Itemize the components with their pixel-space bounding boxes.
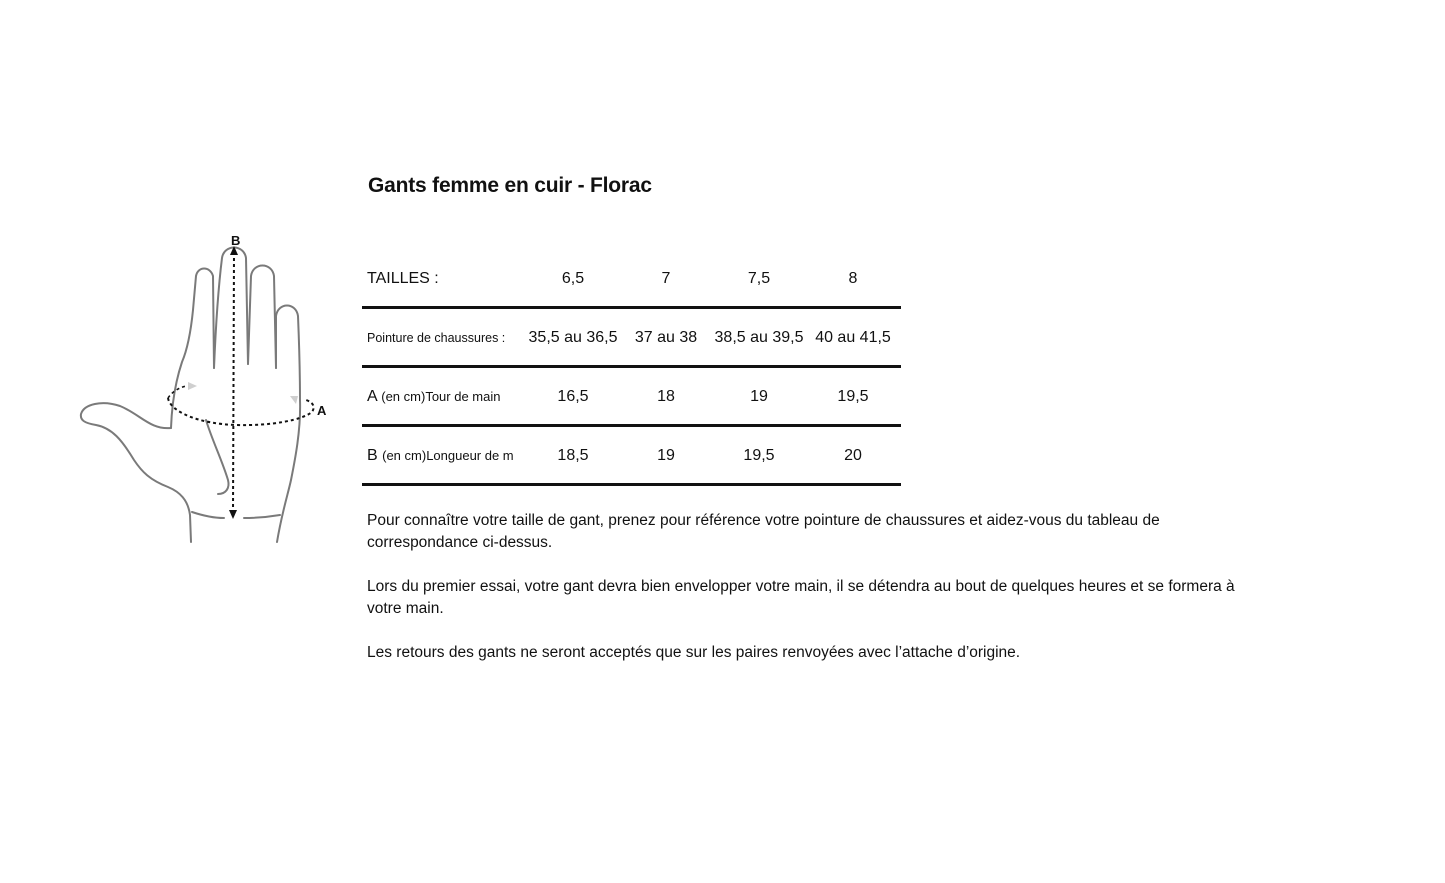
hand-diagram [70,226,340,556]
row-prefix: B [367,447,378,464]
measure-a-label: A [317,403,327,418]
note-paragraph: Lors du premier essai, votre gant devra bien envelopper votre main, il se détendra au bout de quelques heures et se formera à votre main. [367,578,1235,617]
row-label-hand-circumference [367,368,527,424]
page-title: Gants femme en cuir - Florac [368,174,652,197]
table-cell: 18,5 [557,447,589,464]
measure-a-line [168,398,314,425]
table-header-size: 7,5 [747,270,771,287]
row-unit: (en cm) [382,448,427,463]
measure-a-arrow-right [290,396,298,404]
row-label-text: Longueur de m [426,448,514,463]
table-header-label: TAILLES : [367,270,439,287]
row-label-text: Tour de main [425,389,501,404]
table-cell: 19 [657,447,675,464]
row-unit: (en cm) [381,389,426,404]
hand-outline [81,248,300,543]
note-paragraph: Pour connaître votre taille de gant, prenez pour référence votre pointure de chaussures et aidez-vous du tableau de correspondance ci-dessus. [367,512,1160,551]
table-cell: 16,5 [557,388,589,405]
table-row [362,368,901,427]
table-cell: 20 [844,447,862,464]
size-notes [367,510,1267,686]
size-table [362,250,901,486]
table-row [362,309,901,368]
table-cell: 40 au 41,5 [815,329,891,346]
table-cell: 19,5 [837,388,869,405]
table-cell: 19,5 [743,447,775,464]
measure-a-arrow-left [188,382,197,390]
table-header-size: 7 [661,270,671,287]
row-label-shoe-size: Pointure de chaussures : [367,331,506,345]
measure-a-line-back [168,386,186,398]
table-cell: 37 au 38 [634,329,698,346]
note-paragraph: Les retours des gants ne seront acceptés que sur les paires renvoyées avec l’attache d’origine. [367,644,1021,661]
measure-b-arrow-bottom [229,510,237,519]
row-prefix: A [367,388,377,405]
measure-b-line [233,252,234,514]
row-label-hand-length [367,427,527,483]
table-cell: 18 [657,388,675,405]
table-cell: 38,5 au 39,5 [714,329,804,346]
table-cell: 19 [750,388,768,405]
measure-b-label: B [231,233,241,248]
table-header-row [362,250,901,309]
table-header-size: 6,5 [561,270,585,287]
table-row [362,427,901,486]
table-header-size: 8 [848,270,858,287]
table-cell: 35,5 au 36,5 [528,329,618,346]
